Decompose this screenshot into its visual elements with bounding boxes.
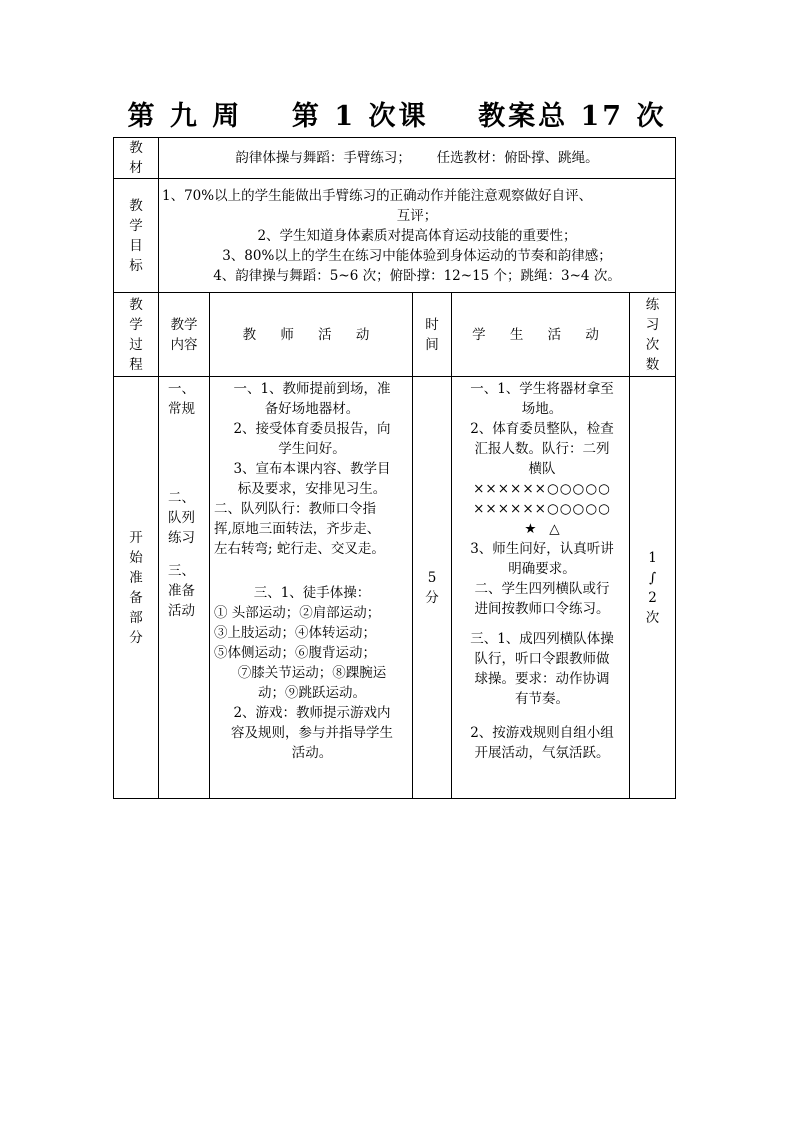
- header-time: 时 间: [413, 293, 452, 377]
- content-item2-num: 二、: [168, 490, 195, 506]
- row-goal: [114, 179, 676, 293]
- lesson-plan-table: [113, 137, 676, 799]
- label-goal: 教 学 目 标: [114, 179, 159, 293]
- label-material: 教 材: [114, 138, 159, 179]
- section-label: 开 始 准 备 部 分: [114, 377, 159, 799]
- content-cell: [159, 377, 210, 799]
- title-lesson: 第 1 次课: [291, 101, 429, 132]
- title-week: 第 九 周: [127, 101, 243, 132]
- title-total: 教案总 17 次: [478, 101, 667, 132]
- count-cell: 1 ∫ 2 次: [630, 377, 676, 799]
- content-item2-text2: 练习: [168, 530, 195, 546]
- header-teacher: 教 师 活 动: [210, 293, 413, 377]
- goal-text: 1、70%以上的学生能做出手臂练习的正确动作并能注意观察做好自评、 互评； 2、学生知道身体素质对提高体育运动技能的重要性； 3、80%以上的学生在练习中能体验到身体运动的节奏和韵律感； 4、韵律操与舞蹈：5~6 次；俯卧撑：12~15 个；跳绳：3~4 次。: [159, 179, 676, 293]
- material-text: 韵律体操与舞蹈：手臂练习； 任选教材：俯卧撑、跳绳。: [159, 138, 676, 179]
- content-item2-text1: 队列: [168, 510, 195, 526]
- student-activity-cell: 一、1、学生将器材拿至 场地。 2、体育委员整队，检查 汇报人数。队行：二列 横队 ××××××○○○○○ ××××××○○○○○ ★ △ 3、师生问好，认真听讲 明确要求。 二、学生四列横队或行 进间按教师口令练习。 三、1、成四列横队体操 队行，听口令跟教师做 球操。要求：动作协调 有节奏。 2、按游戏规则自组小组 开展活动，气氛活跃。: [452, 377, 630, 799]
- row-header: [114, 293, 676, 377]
- row-body: [114, 377, 676, 799]
- content-item1-text: 常规: [168, 401, 195, 417]
- header-content: 教学 内容: [159, 293, 210, 377]
- teacher-activity-cell: 一、1、教师提前到场，准 备好场地器材。 2、接受体育委员报告，向 学生问好。 3、宣布本课内容、教学目 标及要求，安排见习生。 二、队列队行：教师口令指 挥,原地三面转法，齐步走、 左右转弯; 蛇行走、交叉走。 三、1、徒手体操： ① 头部运动；②肩部运动； ③上肢运动；④体转运动； ⑤体侧运动；⑥腹背运动； ⑦膝关节运动；⑧踝腕运 动；⑨跳跃运动。 2、游戏：教师提示游戏内 容及规则，参与并指导学生 活动。: [210, 377, 413, 799]
- time-cell: 5 分: [413, 377, 452, 799]
- row-material: [114, 138, 676, 179]
- header-student: 学 生 活 动: [452, 293, 630, 377]
- content-item3-num: 三、: [168, 563, 195, 579]
- content-item3-text2: 活动: [168, 603, 195, 619]
- header-process: 教 学 过 程: [114, 293, 159, 377]
- page-title: [0, 100, 794, 134]
- content-item1-num: 一、: [168, 381, 195, 397]
- header-count: 练 习 次 数: [630, 293, 676, 377]
- formation-markers: ★ △: [524, 521, 560, 537]
- formation-row-2: ××××××○○○○○: [473, 501, 611, 517]
- formation-row-1: ××××××○○○○○: [473, 481, 611, 497]
- content-item3-text1: 准备: [168, 583, 195, 599]
